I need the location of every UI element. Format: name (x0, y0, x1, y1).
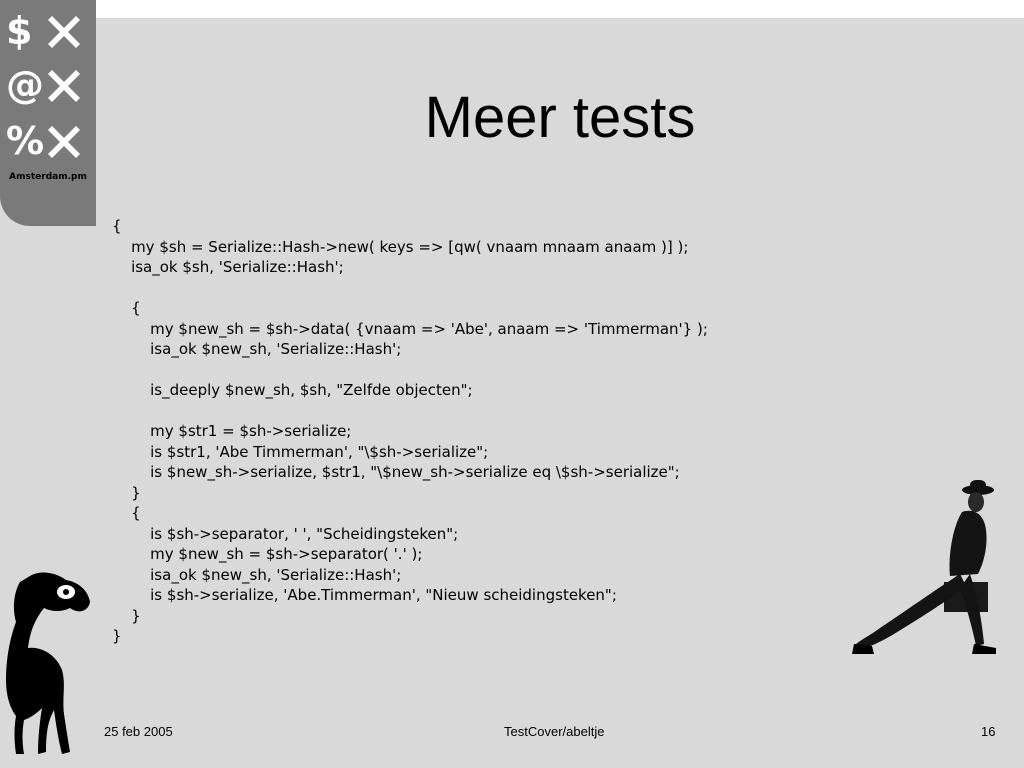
code-line: is $sh->separator, ' ', "Scheidingsteken"; (112, 524, 459, 543)
code-line: my $sh = Serialize::Hash->new( keys => [qw( vnaam mnaam anaam )] ); (112, 237, 689, 256)
silly-walk-figure-icon (850, 478, 1010, 658)
code-block (112, 216, 772, 647)
logo-row-at (0, 62, 96, 108)
code-line: } (112, 606, 141, 625)
code-line: isa_ok $sh, 'Serialize::Hash'; (112, 258, 344, 276)
footer-center-text: TestCover/abeltje (504, 724, 605, 739)
footer-page-number: 16 (981, 724, 996, 739)
dollar-symbol: $ (6, 9, 33, 53)
camel-icon (0, 568, 100, 758)
code-line: my $new_sh = $sh->data( {vnaam => 'Abe', anaam => 'Timmerman'} ); (112, 319, 708, 338)
code-line: is $sh->serialize, 'Abe.Timmerman', "Nieuw scheidingsteken"; (112, 586, 617, 604)
code-line: my $str1 = $sh->serialize; (112, 422, 352, 440)
code-line (112, 360, 772, 381)
top-bar (96, 0, 1024, 18)
cross-icon (44, 12, 84, 52)
percent-symbol: % (6, 119, 45, 163)
code-line: { (112, 299, 141, 317)
code-line: my $new_sh = $sh->separator( '.' ); (112, 545, 423, 563)
code-line: } (112, 483, 141, 502)
code-line: isa_ok $new_sh, 'Serialize::Hash'; (112, 565, 402, 584)
code-line (112, 278, 772, 299)
code-line: is $new_sh->serialize, $str1, "\$new_sh->serialize eq \$sh->serialize"; (112, 463, 680, 481)
logo-row-percent (0, 118, 96, 164)
code-line: { (112, 217, 122, 235)
cross-icon (44, 122, 84, 162)
code-line: isa_ok $new_sh, 'Serialize::Hash'; (112, 340, 402, 358)
amsterdam-pm-logo (0, 0, 96, 196)
logo-row-dollar (0, 8, 96, 54)
code-line: is $str1, 'Abe Timmerman', "\$sh->serialize"; (112, 442, 489, 461)
slide-title: Meer tests (424, 85, 696, 150)
code-line (112, 401, 772, 422)
code-line: is_deeply $new_sh, $sh, "Zelfde objecten"; (112, 381, 473, 399)
code-line: } (112, 627, 122, 645)
cross-icon (44, 66, 84, 106)
logo-caption: Amsterdam.pm (9, 172, 87, 182)
code-line: { (112, 504, 141, 522)
footer-date: 25 feb 2005 (104, 724, 173, 739)
at-symbol: @ (6, 63, 44, 107)
